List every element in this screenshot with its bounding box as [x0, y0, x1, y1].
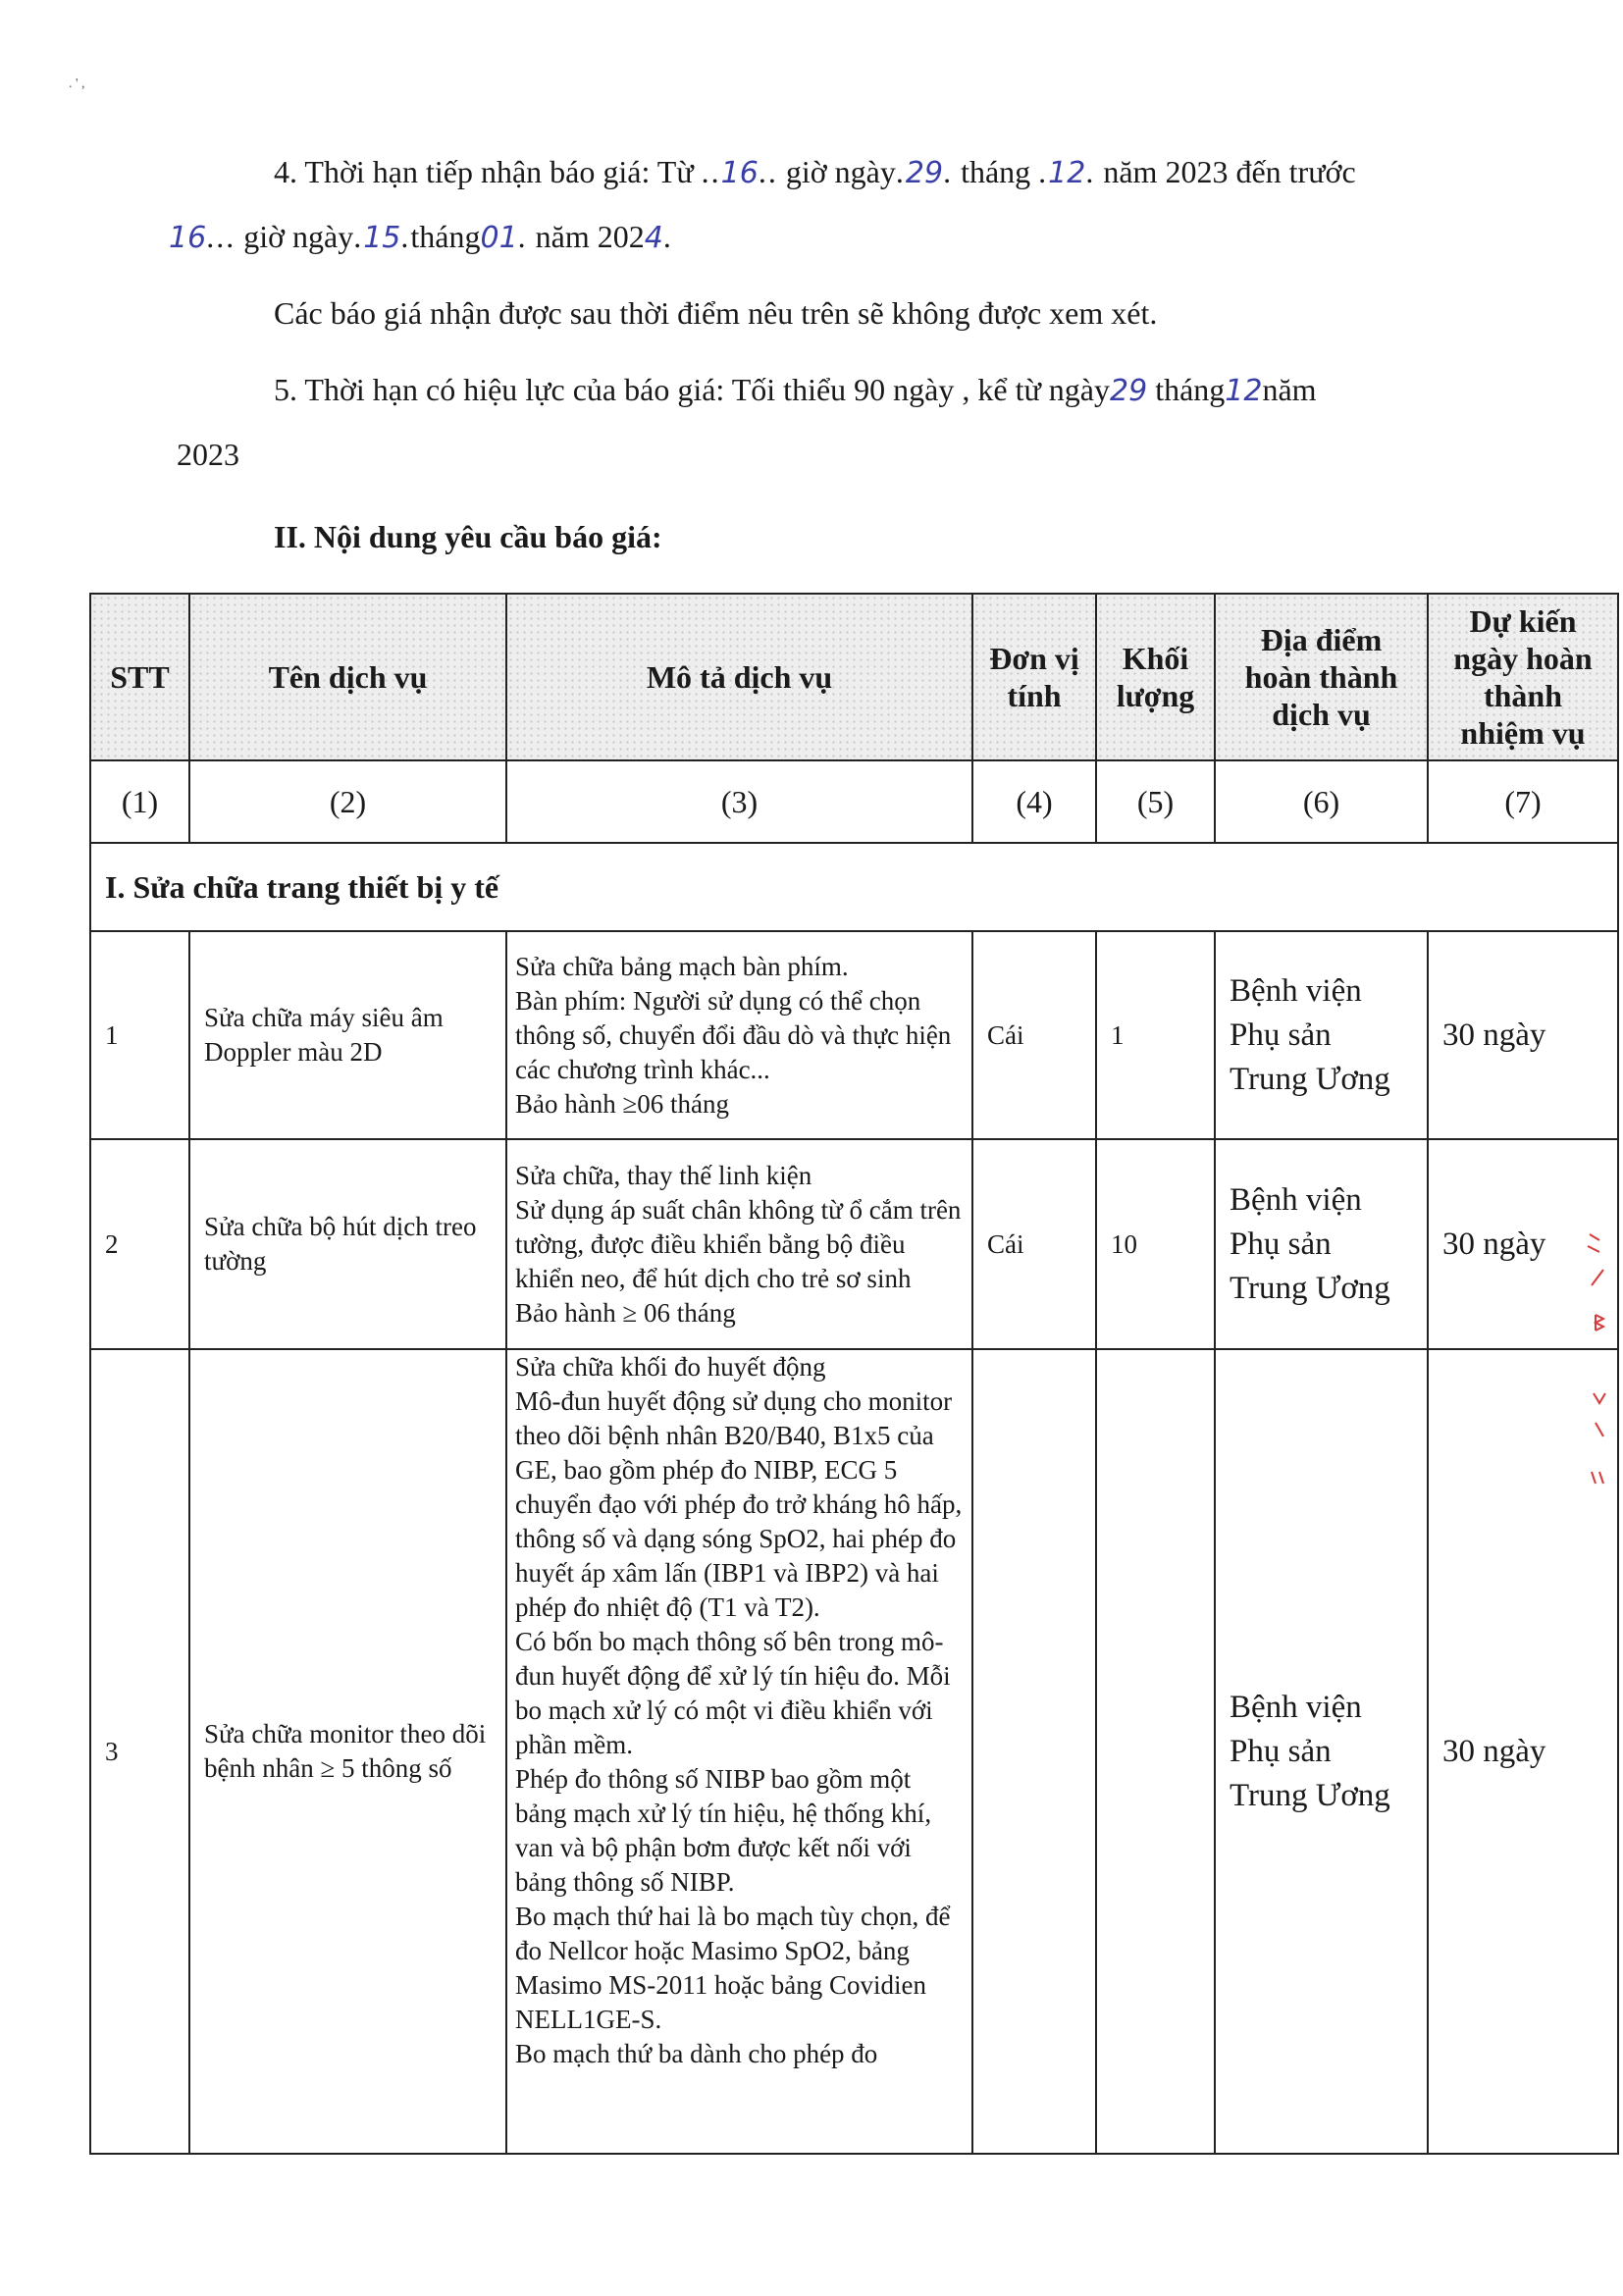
hw-month-to: 01 [480, 221, 518, 255]
row-quantity: 10 [1096, 1139, 1215, 1349]
table-row [90, 1349, 1618, 2154]
section-title: II. Nội dung yêu cầu báo giá: [274, 519, 662, 554]
quote-table [89, 593, 1619, 2155]
item4-text6: năm 202 [535, 219, 645, 254]
colnum-3: (3) [506, 760, 972, 843]
row-number: 3 [90, 1349, 189, 2154]
header-stt: STT [90, 594, 189, 760]
row-duration: 30 ngày [1428, 1349, 1618, 2154]
row-description [506, 931, 972, 1139]
colnum-5: (5) [1096, 760, 1215, 843]
row-unit: Cái [972, 1139, 1096, 1349]
row-description-text: Sửa chữa bảng mạch bàn phím. Bàn phím: Người sử dụng có thể chọn thông số, chuyển đổi đầu dò và thực hiện các chương trình khác... Bảo hành ≥06 tháng [515, 951, 952, 1119]
row-service-name: Sửa chữa monitor theo dõi bệnh nhân ≥ 5 thông số [189, 1349, 506, 2154]
row-location: Bệnh viện Phụ sản Trung Ương [1215, 931, 1428, 1139]
item4-text7: . [662, 219, 671, 254]
item5-prefix: 5. Thời hạn có hiệu lực của báo giá: Tối thiểu 90 ngày , kể từ ngày [274, 372, 1110, 407]
item5-text2: năm [1262, 372, 1317, 407]
item4-text2: tháng [961, 154, 1031, 189]
hw-year-digit: 4 [644, 221, 663, 255]
row-number: 1 [90, 931, 189, 1139]
column-number-row [90, 760, 1618, 843]
header-unit: Đơn vị tính [972, 594, 1096, 760]
colnum-1: (1) [90, 760, 189, 843]
hw-hour-to: 16 [169, 221, 207, 255]
item4-line1: 4. Thời hạn tiếp nhận báo giá: Từ ..16.. giờ ngày.29. tháng .12. năm 2023 đến trước [274, 154, 1356, 190]
colnum-4: (4) [972, 760, 1096, 843]
row-duration: 30 ngày [1428, 1139, 1618, 1349]
row-location: Bệnh viện Phụ sản Trung Ương [1215, 1139, 1428, 1349]
header-location: Địa điểm hoàn thành dịch vụ [1215, 594, 1428, 760]
row-location: Bệnh viện Phụ sản Trung Ương [1215, 1349, 1428, 2154]
item4-line2: 16... giờ ngày.15.tháng01. năm 2024. [169, 219, 671, 255]
colnum-6: (6) [1215, 760, 1428, 843]
header-row [90, 594, 1618, 760]
colnum-2: (2) [189, 760, 506, 843]
hw-day-from: 29 [905, 156, 944, 190]
item4-text3: năm 2023 đến trước [1103, 154, 1356, 189]
row-quantity [1096, 1349, 1215, 2154]
item5-text1: tháng [1155, 372, 1226, 407]
colnum-7: (7) [1428, 760, 1618, 843]
item4-text4: giờ ngày [243, 219, 354, 254]
row-unit [972, 1349, 1096, 2154]
row-service-name: Sửa chữa máy siêu âm Doppler màu 2D [189, 931, 506, 1139]
margin-marks [1582, 1226, 1621, 1501]
row-description-text: Sửa chữa khối đo huyết động Mô-đun huyết động sử dụng cho monitor theo dõi bệnh nhân B20/B40, B1x5 của GE, bao gồm phép đo NIBP, ECG 5 chuyển đạo với phép đo trở kháng hô hấp, thông số và dạng sóng SpO2, hai phép đo huyết áp xâm lấn (IBP1 và IBP2) và hai phép đo nhiệt độ (T1 và T2). Có bốn bo mạch thông số bên trong mô-đun huyết động để xử lý tín hiệu đo. Mỗi bo mạch xử lý có một vi điều khiển với phần mềm. Phép đo thông số NIBP bao gồm một bảng mạch xử lý tín hiệu, hệ thống khí, van và bộ phận bơm được kết nối với bảng thông số NIBP. Bo mạch thứ hai là bo mạch tùy chọn, để đo Nellcor hoặc Masimo SpO2, bảng Masimo MS-2011 hoặc bảng Covidien NELL1GE-S. Bo mạch thứ ba dành cho phép đo [515, 1352, 963, 2068]
hw-hour-from: 16 [720, 156, 759, 190]
header-quantity: Khối lượng [1096, 594, 1215, 760]
group-title: I. Sửa chữa trang thiết bị y tế [90, 843, 1618, 931]
hw-validity-day: 29 [1110, 374, 1148, 408]
row-quantity: 1 [1096, 931, 1215, 1139]
header-completion: Dự kiến ngày hoàn thành nhiệm vụ [1428, 594, 1618, 760]
table-row [90, 931, 1618, 1139]
late-notice: Các báo giá nhận được sau thời điểm nêu trên sẽ không được xem xét. [274, 295, 1158, 331]
item5-year: 2023 [177, 437, 239, 472]
item4-prefix: 4. Thời hạn tiếp nhận báo giá: Từ [274, 154, 694, 189]
scan-specks: . ' , [69, 77, 85, 91]
row-description [506, 1349, 972, 2154]
table-row [90, 1139, 1618, 1349]
row-description-text: Sửa chữa, thay thế linh kiện Sử dụng áp suất chân không từ ổ cắm trên tường, được điều khiển bằng bộ điều khiển neo, để hút dịch cho trẻ sơ sinh Bảo hành ≥ 06 tháng [515, 1160, 962, 1328]
header-service-name: Tên dịch vụ [189, 594, 506, 760]
header-service-description: Mô tả dịch vụ [506, 594, 972, 760]
row-duration: 30 ngày [1428, 931, 1618, 1139]
item5-line1 [274, 370, 1317, 411]
row-number: 2 [90, 1139, 189, 1349]
item4-text1: giờ ngày [785, 154, 896, 189]
hw-month-from: 12 [1048, 156, 1086, 190]
group-row [90, 843, 1618, 931]
row-service-name: Sửa chữa bộ hút dịch treo tường [189, 1139, 506, 1349]
hw-validity-month: 12 [1225, 374, 1263, 408]
hw-day-to: 15 [363, 221, 401, 255]
row-unit: Cái [972, 931, 1096, 1139]
row-description [506, 1139, 972, 1349]
item4-text5: tháng [410, 219, 481, 254]
